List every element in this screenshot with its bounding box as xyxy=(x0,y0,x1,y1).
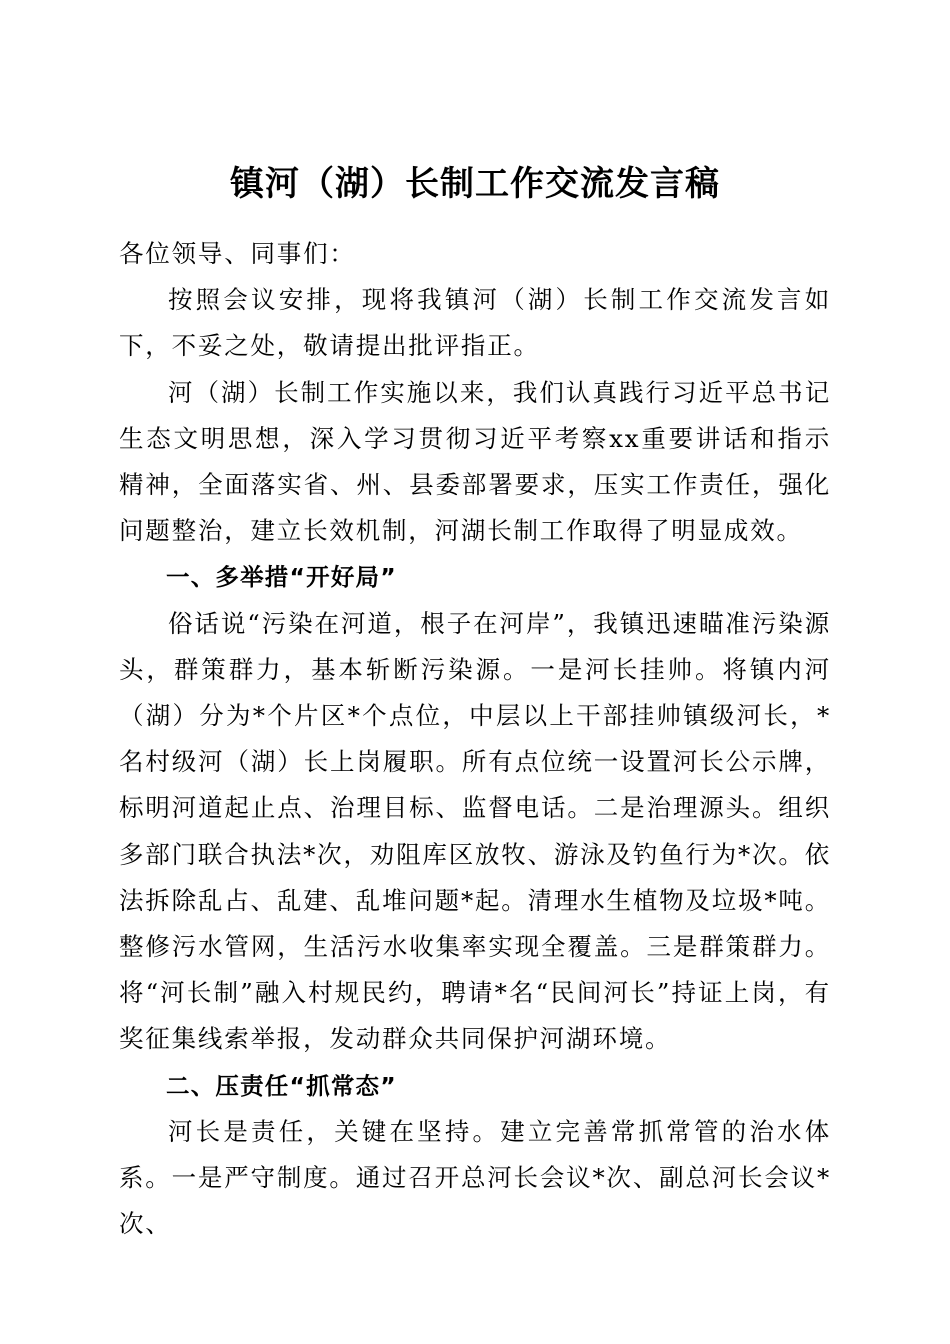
section-heading-1: 一、多举措“开好局” xyxy=(166,563,397,592)
paragraph-intro: 按照会议安排，现将我镇河（湖）长制工作交流发言如下，不妥之处，敬请提出批评指正。 xyxy=(119,285,831,361)
paragraph-section-1: 俗话说“污染在河道，根子在河岸”，我镇迅速瞄准污染源头，群策群力，基本斩断污染源。一是河长挂帅。将镇内河（湖）分为*个片区*个点位，中层以上干部挂帅镇级河长，*名村级河（湖）长上岗履职。所有点位统一设置河长公示牌，标明河道起止点、治理目标、监督电话。二是治理源头。组织多部门联合执法*次，劝阻库区放牧、游泳及钓鱼行为*次。依法拆除乱占、乱建、乱堆问题*起。清理水生植物及垃圾*吨。整修污水管网，生活污水收集率实现全覆盖。三是群策群力。将“河长制”融入村规民约，聘请*名“民间河长”持证上岗，有奖征集线索举报，发动群众共同保护河湖环境。 xyxy=(119,608,831,1054)
document-body xyxy=(119,231,831,1247)
section-heading-2: 二、压责任“抓常态” xyxy=(166,1071,397,1100)
paragraph-overview: 河（湖）长制工作实施以来，我们认真践行习近平总书记生态文明思想，深入学习贯彻习近平考察xx重要讲话和指示精神，全面落实省、州、县委部署要求，压实工作责任，强化问题整治，建立长效机制，河湖长制工作取得了明显成效。 xyxy=(119,377,831,546)
document-title: 镇河（湖）长制工作交流发言稿 xyxy=(230,163,720,204)
paragraph-section-2: 河长是责任，关键在坚持。建立完善常抓常管的治水体系。一是严守制度。通过召开总河长会议*次、副总河长会议*次、 xyxy=(119,1116,831,1239)
salutation: 各位领导、同事们： xyxy=(119,239,356,268)
